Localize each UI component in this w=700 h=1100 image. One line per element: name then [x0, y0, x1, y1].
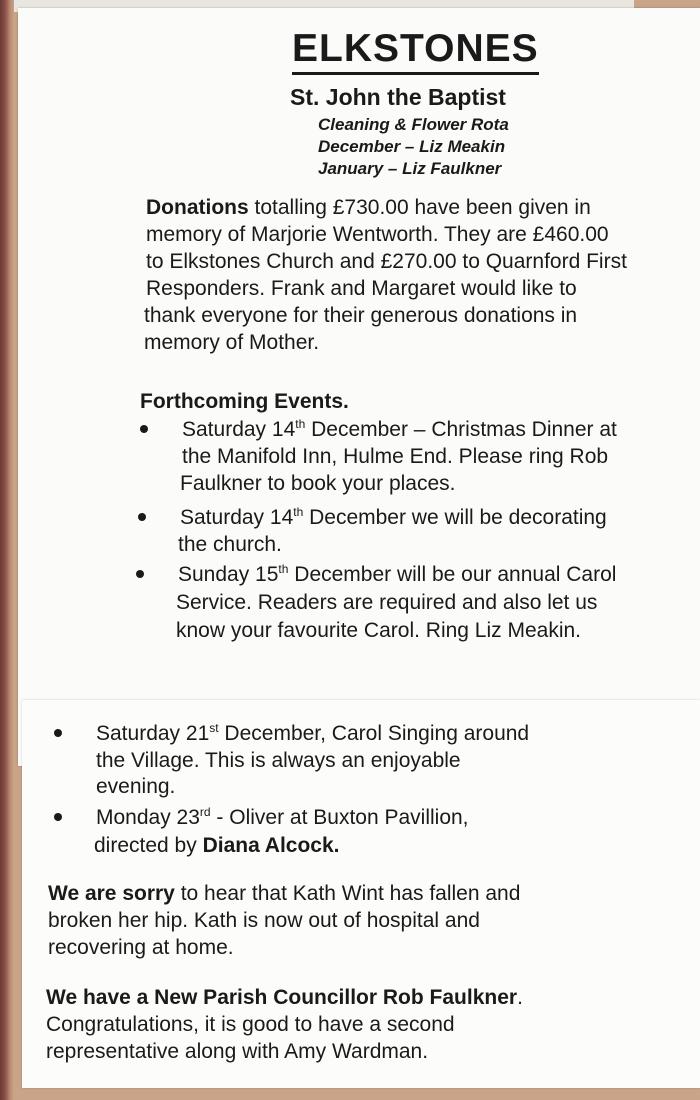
donations-line-3: to Elkstones Church and £270.00 to Quarnford First [146, 250, 627, 273]
event-2-line-2: the church. [178, 533, 282, 556]
event-5-line-1: Monday 23rd - Oliver at Buxton Pavillion, [96, 805, 469, 829]
donations-line-4: Responders. Frank and Margaret would like to [146, 277, 577, 300]
sorry-line-2: broken her hip. Kath is now out of hospital and [48, 909, 480, 932]
event-1-line-3: Faulkner to book your places. [180, 472, 456, 495]
event-3-line-2: Service. Readers are required and also let us [176, 591, 598, 614]
bullet-icon [54, 729, 62, 737]
council-line-2: Congratulations, it is good to have a second [46, 1013, 455, 1036]
event-4-line-1: Saturday 21st December, Carol Singing around [96, 721, 530, 745]
council-line-3: representative along with Amy Wardman. [46, 1040, 429, 1063]
page-edge-left [0, 0, 14, 1100]
event-2-line-1: Saturday 14th December we will be decorating [180, 505, 607, 529]
donations-lead: Donations [146, 196, 249, 219]
sorry-line-1: We are sorry to hear that Kath Wint has fallen and [48, 882, 521, 905]
rota-title: Cleaning & Flower Rota [318, 115, 509, 134]
bullet-icon [138, 513, 146, 521]
event-4-line-2: the Village. This is always an enjoyable [96, 749, 461, 772]
bullet-icon [54, 813, 62, 821]
event-1-line-2: the Manifold Inn, Hulme End. Please ring Rob [182, 445, 609, 468]
rota-january: January – Liz Faulkner [318, 159, 502, 178]
event-3-line-3: know your favourite Carol. Ring Liz Meakin. [176, 619, 582, 642]
event-1-line-1: Saturday 14th December – Christmas Dinner at [182, 417, 617, 441]
bullet-icon [136, 570, 144, 578]
council-lead: We have a New Parish Councillor Rob Faulkner [46, 986, 518, 1009]
donations-line-5: thank everyone for their generous donations in [144, 304, 578, 327]
event-4-line-3: evening. [96, 775, 176, 798]
council-line-1: We have a New Parish Councillor Rob Faulkner. [46, 986, 523, 1009]
sorry-lead: We are sorry [48, 882, 175, 905]
donations-line-1: Donations totalling £730.00 have been given in [146, 196, 591, 219]
sorry-line-3: recovering at home. [48, 936, 234, 959]
events-heading: Forthcoming Events. [140, 390, 349, 413]
rota-december: December – Liz Meakin [318, 137, 506, 156]
donations-line-2: memory of Marjorie Wentworth. They are £460.00 [146, 223, 609, 246]
bullet-icon [140, 425, 148, 433]
event-5-line-2: directed by Diana Alcock. [94, 834, 340, 857]
page-title: ELKSTONES [292, 26, 539, 75]
church-name: St. John the Baptist [290, 84, 506, 110]
event-3-line-1: Sunday 15th December will be our annual Carol [178, 562, 617, 586]
director-name: Diana Alcock. [202, 834, 340, 857]
donations-line-6: memory of Mother. [144, 331, 320, 354]
